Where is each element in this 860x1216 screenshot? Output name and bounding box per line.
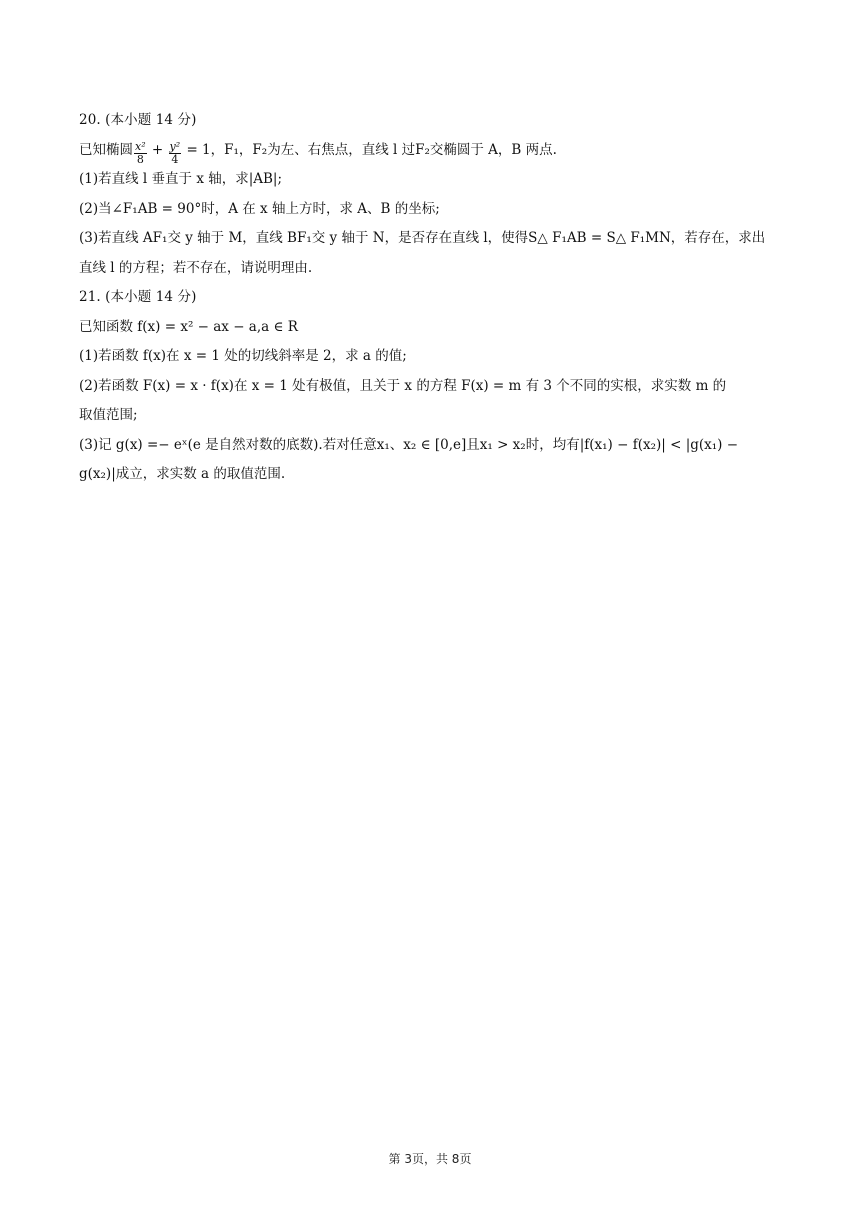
- page-footer: 第 3页，共 8页: [388, 1152, 472, 1166]
- exam-page-content: [79, 110, 785, 494]
- q20-stem-prefix: 已知椭圆: [79, 141, 133, 158]
- q21-part2-line1: (2)若函数 F(x) = x · f(x)在 x = 1 处有极值，且关于 x 的方程 F(x) = m 有 3 个不同的实根，求实数 m 的: [79, 377, 727, 394]
- q20-stem-suffix: = 1，F₁，F₂为左、右焦点，直线 l 过F₂交椭圆于 A，B 两点.: [182, 141, 557, 158]
- q21-part2-line2: 取值范围;: [79, 407, 138, 423]
- q20-part1: (1)若直线 l 垂直于 x 轴，求|AB|;: [79, 171, 283, 187]
- q20-fraction-y: [169, 141, 182, 166]
- plus-sign: +: [147, 141, 168, 158]
- q21-stem: 已知函数 f(x) = x² − ax − a,a ∈ R: [79, 318, 298, 335]
- q21-part3-line1: (3)记 g(x) =− eˣ(e 是自然对数的底数).若对任意x₁、x₂ ∈ [0,e]且x₁ > x₂时，均有|f(x₁) − f(x₂)| < |g(x₁) −: [79, 436, 739, 453]
- fraction-numerator: x²: [135, 139, 146, 153]
- q20-part3-line1: (3)若直线 AF₁交 y 轴于 M，直线 BF₁交 y 轴于 N，是否存在直线 l，使得S△ F₁AB = S△ F₁MN，若存在，求出: [79, 230, 766, 246]
- fraction-denominator: 4: [171, 152, 179, 166]
- fraction-numerator: y²: [169, 139, 181, 153]
- q20-stem: [79, 139, 785, 166]
- fraction-denominator: 8: [136, 152, 144, 166]
- q20-part3-line2: 直线 l 的方程；若不存在，请说明理由.: [79, 259, 313, 276]
- q21-part1: (1)若函数 f(x)在 x = 1 处的切线斜率是 2，求 a 的值;: [79, 348, 407, 364]
- q20-fraction-x: [134, 141, 147, 166]
- q20-part2: (2)当∠F₁AB = 90°时，A 在 x 轴上方时，求 A、B 的坐标;: [79, 200, 440, 217]
- q20-heading: 20. (本小题 14 分): [79, 112, 197, 128]
- q21-heading: 21. (本小题 14 分): [79, 289, 197, 305]
- q21-part3-line2: g(x₂)|成立，求实数 a 的取值范围.: [79, 466, 286, 482]
